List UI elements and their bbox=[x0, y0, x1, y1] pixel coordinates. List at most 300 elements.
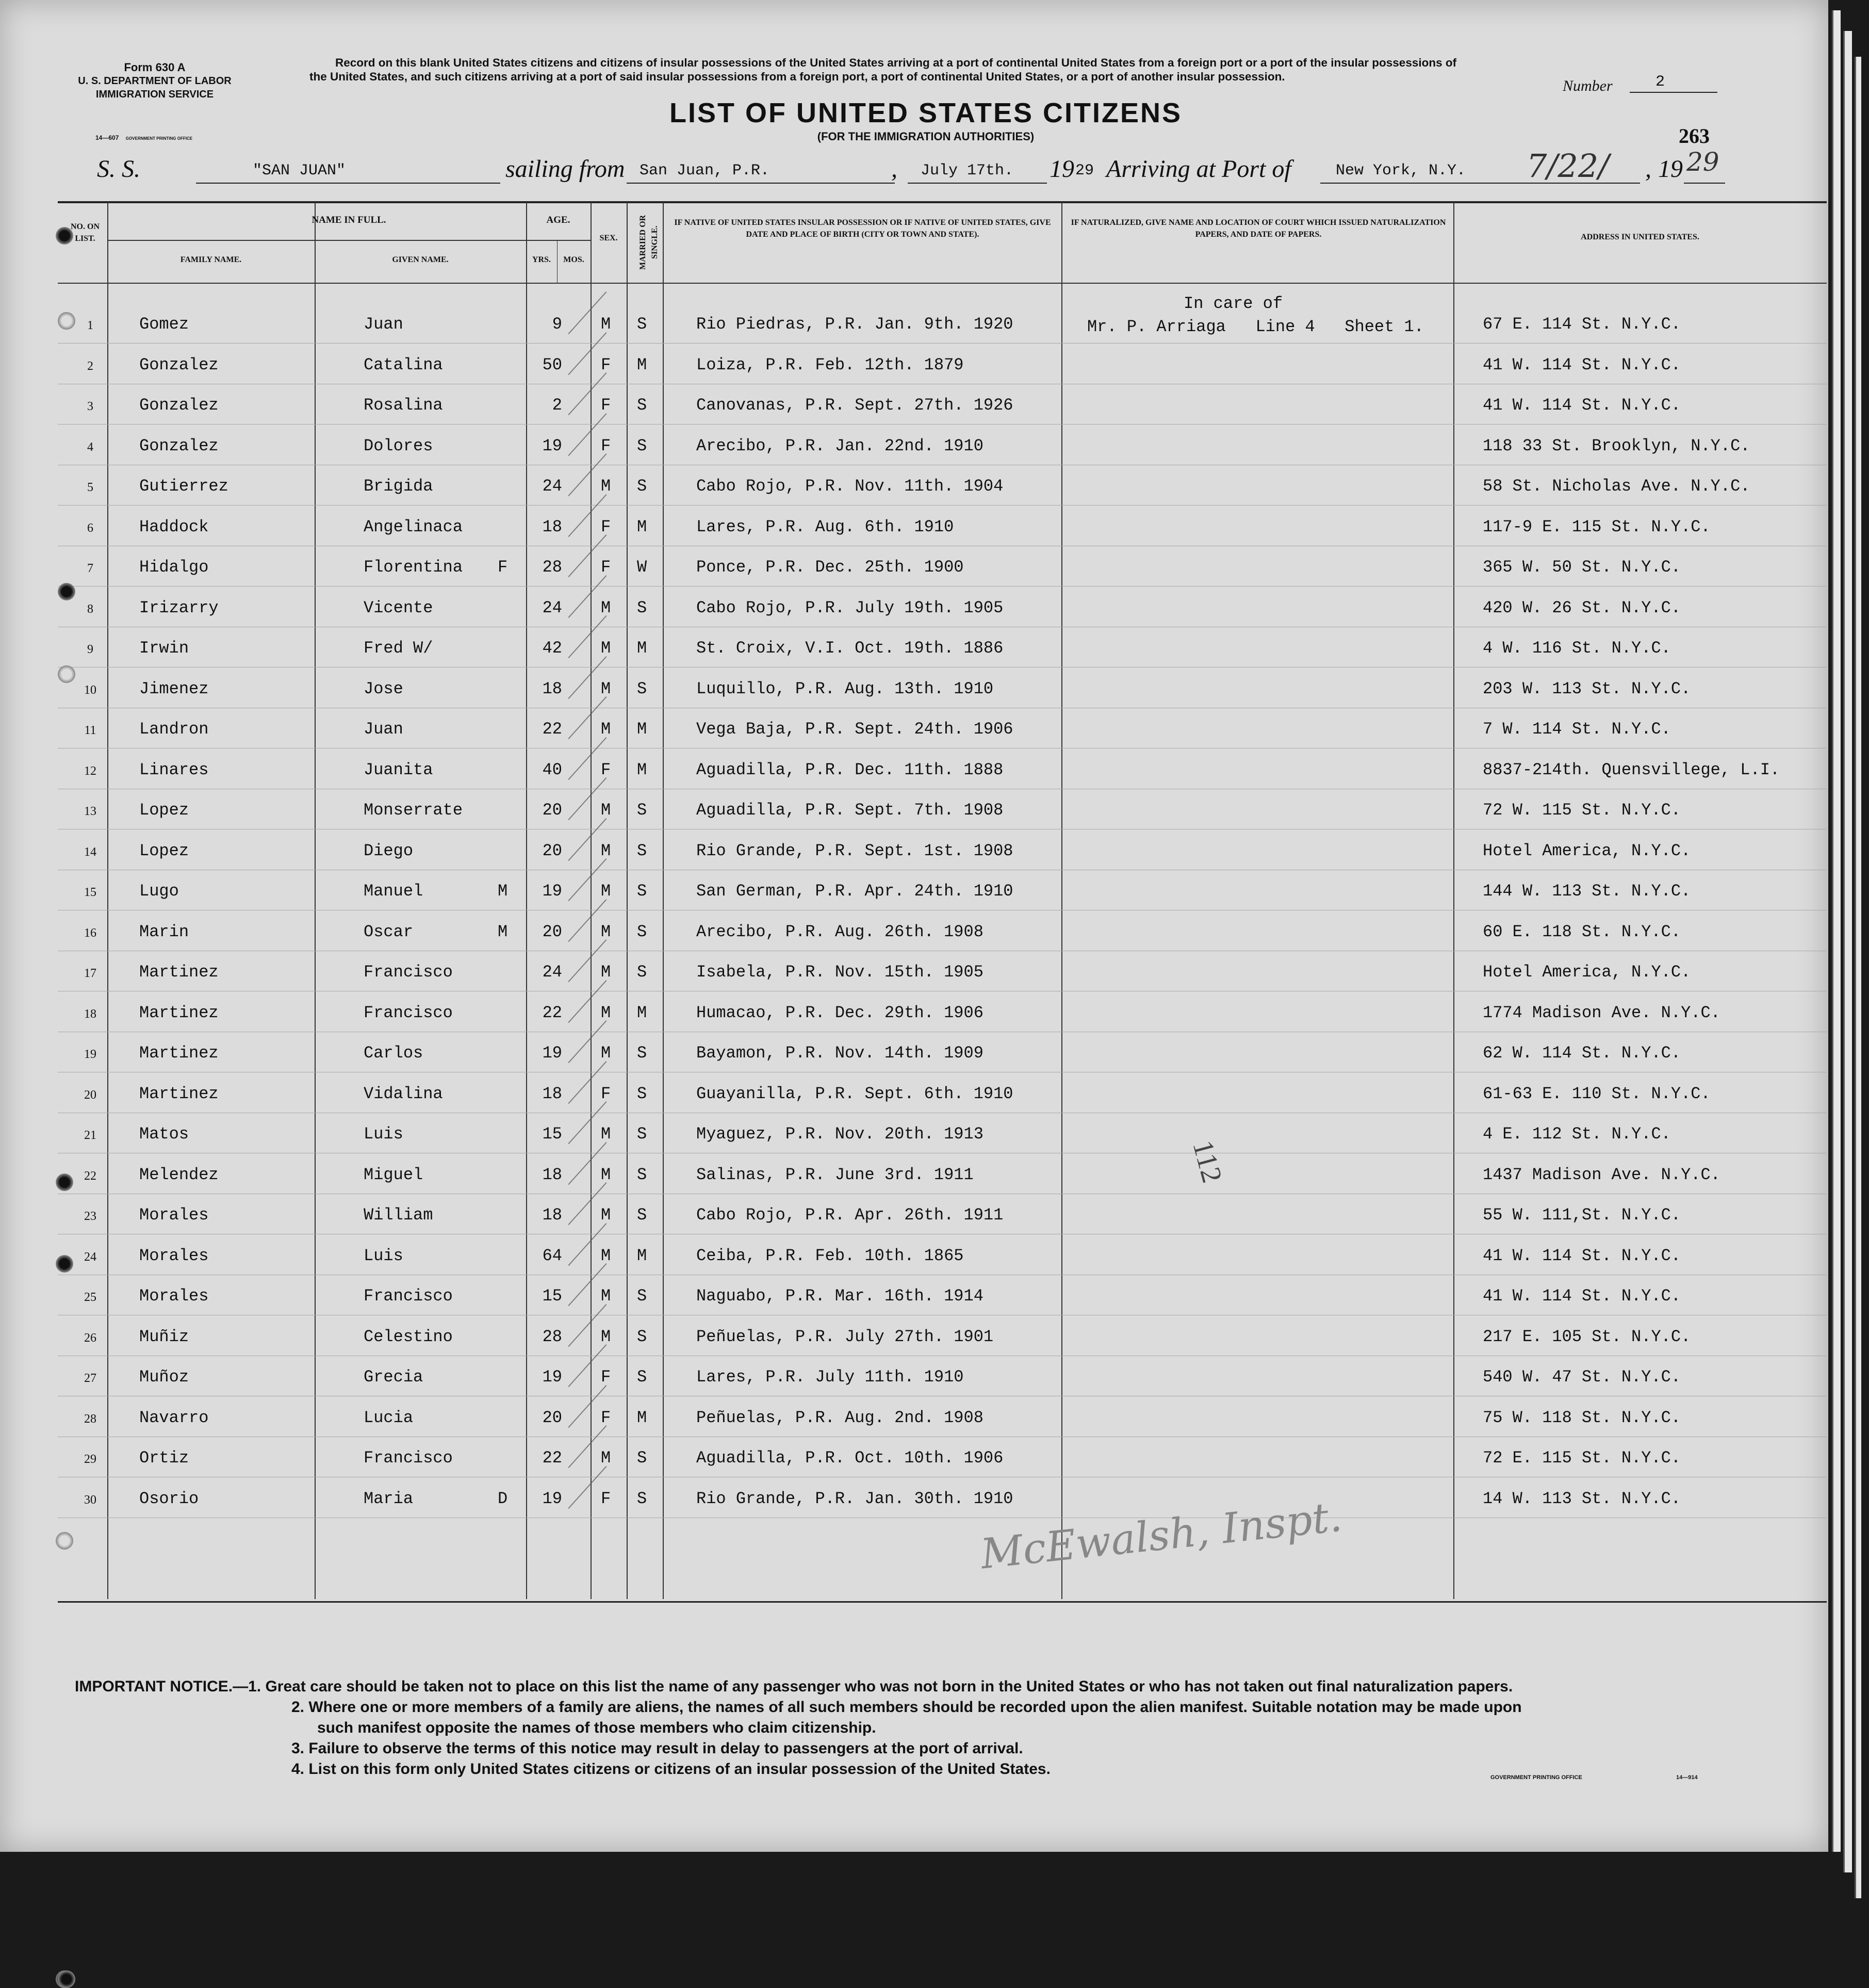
sex-cell: F bbox=[601, 396, 611, 415]
row-number: 25 bbox=[84, 1291, 96, 1304]
punch-hole bbox=[58, 312, 75, 330]
age-cell: 24 bbox=[542, 477, 562, 496]
date-underline bbox=[908, 183, 1047, 184]
age-cell: 2 bbox=[552, 396, 562, 415]
care-note-line1: In care of bbox=[1184, 294, 1283, 313]
marital-status-cell: S bbox=[637, 922, 647, 941]
notice-item-1: 1. Great care should be taken not to place on this list the name of any passenger who was not born in the United States or who has not taken out final naturalization papers. bbox=[248, 1678, 1513, 1695]
sex-cell: F bbox=[601, 1367, 611, 1387]
age-cell: 20 bbox=[542, 922, 562, 941]
address-cell: 72 E. 115 St. N.Y.C. bbox=[1483, 1448, 1681, 1468]
given-name-cell: Celestino bbox=[364, 1327, 453, 1346]
row-number: 18 bbox=[84, 1007, 96, 1021]
birth-place-date-cell: St. Croix, V.I. Oct. 19th. 1886 bbox=[696, 639, 1004, 658]
column-divider bbox=[526, 202, 527, 1599]
page-edge bbox=[1832, 10, 1841, 1852]
address-cell: 420 W. 26 St. N.Y.C. bbox=[1483, 598, 1681, 617]
page-subtitle: (FOR THE IMMIGRATION AUTHORITIES) bbox=[817, 130, 1035, 143]
row-rule bbox=[58, 424, 1827, 425]
sex-cell: F bbox=[601, 517, 611, 536]
header-age: AGE. bbox=[546, 215, 570, 225]
row-number: 6 bbox=[87, 521, 93, 535]
row-number: 7 bbox=[87, 562, 93, 575]
age-cell: 19 bbox=[542, 1044, 562, 1063]
sex-cell: F bbox=[601, 760, 611, 779]
marital-status-cell: S bbox=[637, 396, 647, 415]
address-cell: 1774 Madison Ave. N.Y.C. bbox=[1483, 1003, 1720, 1022]
marital-status-cell: M bbox=[637, 1408, 647, 1427]
given-name-cell: Francisco bbox=[364, 1448, 453, 1468]
marital-status-cell: M bbox=[637, 517, 647, 536]
sex-cell: M bbox=[601, 841, 611, 860]
sex-cell: M bbox=[601, 1327, 611, 1346]
sex-cell: M bbox=[601, 477, 611, 496]
page-edge bbox=[1843, 31, 1852, 1872]
family-name-cell: Osorio bbox=[139, 1489, 199, 1508]
address-cell: 203 W. 113 St. N.Y.C. bbox=[1483, 679, 1691, 698]
family-name-cell: Haddock bbox=[139, 517, 209, 536]
birth-place-date-cell: Luquillo, P.R. Aug. 13th. 1910 bbox=[696, 679, 994, 698]
from-port: San Juan, P.R. bbox=[640, 162, 770, 180]
column-divider bbox=[1061, 202, 1062, 1599]
row-number: 23 bbox=[84, 1210, 96, 1223]
row-number: 3 bbox=[87, 400, 93, 413]
notice-item-2b: such manifest opposite the names of those members who claim citizenship. bbox=[317, 1719, 876, 1736]
marital-status-cell: S bbox=[637, 1327, 647, 1346]
family-name-cell: Martinez bbox=[139, 1044, 219, 1063]
address-cell: 58 St. Nicholas Ave. N.Y.C. bbox=[1483, 477, 1750, 496]
row-number: 27 bbox=[84, 1372, 96, 1385]
sex-cell: M bbox=[601, 1003, 611, 1022]
marital-status-cell: S bbox=[637, 1044, 647, 1063]
address-cell: 217 E. 105 St. N.Y.C. bbox=[1483, 1327, 1691, 1346]
birth-place-date-cell: Ceiba, P.R. Feb. 10th. 1865 bbox=[696, 1246, 964, 1265]
sex-cell: M bbox=[601, 598, 611, 617]
family-name-cell: Hidalgo bbox=[139, 558, 209, 577]
age-cell: 64 bbox=[542, 1246, 562, 1265]
family-name-cell: Jimenez bbox=[139, 679, 209, 698]
family-name-cell: Matos bbox=[139, 1125, 189, 1144]
birth-place-date-cell: Isabela, P.R. Nov. 15th. 1905 bbox=[696, 963, 983, 982]
sex-marker-cell: D bbox=[498, 1489, 508, 1508]
marital-status-cell: S bbox=[637, 1286, 647, 1306]
family-name-cell: Ortiz bbox=[139, 1448, 189, 1468]
age-cell: 22 bbox=[542, 1448, 562, 1468]
family-name-cell: Morales bbox=[139, 1286, 209, 1306]
sex-cell: M bbox=[601, 922, 611, 941]
age-cell: 42 bbox=[542, 639, 562, 658]
sex-cell: M bbox=[601, 720, 611, 739]
ship-name: "SAN JUAN" bbox=[253, 162, 346, 180]
marital-status-cell: S bbox=[637, 477, 647, 496]
given-name-cell: Oscar bbox=[364, 922, 414, 941]
ss-label: S. S. bbox=[97, 155, 140, 183]
row-number: 28 bbox=[84, 1412, 96, 1426]
row-rule bbox=[58, 343, 1827, 344]
address-cell: 41 W. 114 St. N.Y.C. bbox=[1483, 1246, 1681, 1265]
punch-hole bbox=[56, 1174, 73, 1191]
birth-place-date-cell: San German, P.R. Apr. 24th. 1910 bbox=[696, 882, 1013, 901]
number-value: 2 bbox=[1655, 73, 1665, 91]
birth-place-date-cell: Salinas, P.R. June 3rd. 1911 bbox=[696, 1165, 974, 1184]
to-port: New York, N.Y. bbox=[1336, 162, 1466, 180]
punch-hole bbox=[56, 227, 73, 245]
given-name-cell: Luis bbox=[364, 1246, 403, 1265]
given-name-cell: Vicente bbox=[364, 598, 433, 617]
punch-hole bbox=[56, 1532, 73, 1550]
marital-status-cell: S bbox=[637, 1125, 647, 1144]
family-name-cell: Irwin bbox=[139, 639, 189, 658]
birth-place-date-cell: Lares, P.R. Aug. 6th. 1910 bbox=[696, 517, 954, 536]
given-name-cell: Carlos bbox=[364, 1044, 423, 1063]
birth-place-date-cell: Cabo Rojo, P.R. July 19th. 1905 bbox=[696, 598, 1004, 617]
birth-place-date-cell: Arecibo, P.R. Aug. 26th. 1908 bbox=[696, 922, 983, 941]
birth-place-date-cell: Cabo Rojo, P.R. Nov. 11th. 1904 bbox=[696, 477, 1004, 496]
given-name-cell: Juan bbox=[364, 720, 403, 739]
header-family-name: FAMILY NAME. bbox=[180, 255, 242, 264]
age-cell: 9 bbox=[552, 315, 562, 334]
number-label: Number bbox=[1563, 77, 1613, 94]
year-suffix: 29 bbox=[1075, 162, 1094, 180]
marital-status-cell: M bbox=[637, 760, 647, 779]
address-cell: 4 W. 116 St. N.Y.C. bbox=[1483, 639, 1671, 658]
age-cell: 28 bbox=[542, 1327, 562, 1346]
sailing-label: sailing from bbox=[505, 155, 625, 183]
sex-cell: M bbox=[601, 1125, 611, 1144]
family-name-cell: Gonzalez bbox=[139, 436, 219, 455]
given-name-cell: Maria bbox=[364, 1489, 414, 1508]
page-edge bbox=[1855, 57, 1861, 1898]
marital-status-cell: M bbox=[637, 355, 647, 374]
given-name-cell: Francisco bbox=[364, 963, 453, 982]
given-name-cell: Juanita bbox=[364, 760, 433, 779]
intro-text: Record on this blank United States citizens and citizens of insular possessions of the United States arriving at a port of continental United States from a foreign port or a port of the insular possessions of the United States, and such citizens arriving at a port of said insular possessions from a foreign port, a port of continental United States, or a port of another insular possession. bbox=[309, 56, 1457, 83]
age-cell: 18 bbox=[542, 1165, 562, 1184]
service-name: IMMIGRATION SERVICE bbox=[95, 89, 214, 100]
birth-place-date-cell: Aguadilla, P.R. Oct. 10th. 1906 bbox=[696, 1448, 1004, 1468]
birth-place-date-cell: Rio Grande, P.R. Sept. 1st. 1908 bbox=[696, 841, 1013, 860]
address-cell: 144 W. 113 St. N.Y.C. bbox=[1483, 882, 1691, 901]
given-name-cell: Florentina bbox=[364, 558, 463, 577]
row-number: 29 bbox=[84, 1453, 96, 1466]
marital-status-cell: S bbox=[637, 1448, 647, 1468]
given-name-cell: Miguel bbox=[364, 1165, 423, 1184]
address-cell: 61-63 E. 110 St. N.Y.C. bbox=[1483, 1084, 1711, 1103]
birth-place-date-cell: Loiza, P.R. Feb. 12th. 1879 bbox=[696, 355, 964, 374]
row-number: 2 bbox=[87, 359, 93, 373]
row-rule bbox=[58, 505, 1827, 506]
arriving-label: Arriving at Port of bbox=[1106, 155, 1291, 183]
notice-item-3: 3. Failure to observe the terms of this notice may result in delay to passengers at the port of arrival. bbox=[291, 1740, 1023, 1757]
header-sex: SEX. bbox=[599, 234, 618, 242]
address-cell: 55 W. 111,St. N.Y.C. bbox=[1483, 1205, 1681, 1225]
given-name-cell: Fred W/ bbox=[364, 639, 433, 658]
birth-place-date-cell: Naguabo, P.R. Mar. 16th. 1914 bbox=[696, 1286, 983, 1306]
column-divider bbox=[107, 202, 108, 1599]
marital-status-cell: W bbox=[637, 558, 647, 577]
marital-status-cell: S bbox=[637, 598, 647, 617]
sex-cell: M bbox=[601, 1165, 611, 1184]
notice-lead: IMPORTANT NOTICE.— bbox=[75, 1678, 249, 1695]
marital-status-cell: M bbox=[637, 720, 647, 739]
given-name-cell: Manuel bbox=[364, 882, 423, 901]
sex-cell: M bbox=[601, 639, 611, 658]
sex-marker-cell: M bbox=[498, 922, 508, 941]
marital-status-cell: S bbox=[637, 315, 647, 334]
address-cell: 7 W. 114 St. N.Y.C. bbox=[1483, 720, 1671, 739]
column-divider bbox=[591, 202, 592, 1599]
sailing-date: July 17th. bbox=[921, 162, 1014, 180]
sex-cell: M bbox=[601, 1246, 611, 1265]
arrival-year-prefix: 19 bbox=[1658, 155, 1683, 183]
row-number: 16 bbox=[84, 926, 96, 940]
sex-cell: M bbox=[601, 679, 611, 698]
birth-place-date-cell: Arecibo, P.R. Jan. 22nd. 1910 bbox=[696, 436, 983, 455]
address-cell: 72 W. 115 St. N.Y.C. bbox=[1483, 801, 1681, 820]
age-cell: 20 bbox=[542, 1408, 562, 1427]
given-name-cell: William bbox=[364, 1205, 433, 1225]
row-number: 5 bbox=[87, 481, 93, 494]
arrival-year-handwritten: 29 bbox=[1686, 147, 1719, 177]
header-native-birth: IF NATIVE OF UNITED STATES INSULAR POSSESSION OR IF NATIVE OF UNITED STATES, GIVE DATE AND PLACE OF BIRTH (CITY OR TOWN AND STATE). bbox=[674, 218, 1051, 239]
address-cell: 8837-214th. Quensvillege, L.I. bbox=[1483, 760, 1780, 779]
row-number: 11 bbox=[84, 724, 96, 737]
header-naturalized: IF NATURALIZED, GIVE NAME AND LOCATION OF COURT WHICH ISSUED NATURALIZATION PAPERS, AND DATE OF PAPERS. bbox=[1071, 218, 1446, 239]
row-number: 26 bbox=[84, 1331, 96, 1345]
birth-place-date-cell: Lares, P.R. July 11th. 1910 bbox=[696, 1367, 964, 1387]
given-name-cell: Rosalina bbox=[364, 396, 443, 415]
row-number: 15 bbox=[84, 886, 96, 899]
family-name-cell: Gutierrez bbox=[139, 477, 228, 496]
marital-status-cell: M bbox=[637, 1246, 647, 1265]
family-name-cell: Gomez bbox=[139, 315, 189, 334]
given-name-cell: Catalina bbox=[364, 355, 443, 374]
sex-cell: M bbox=[601, 1448, 611, 1468]
family-name-cell: Melendez bbox=[139, 1165, 219, 1184]
sex-cell: M bbox=[601, 1205, 611, 1225]
given-name-cell: Francisco bbox=[364, 1003, 453, 1022]
column-divider bbox=[1453, 202, 1454, 1599]
row-number: 10 bbox=[84, 683, 96, 697]
header-given-name: GIVEN NAME. bbox=[392, 255, 449, 264]
address-cell: 41 W. 114 St. N.Y.C. bbox=[1483, 1286, 1681, 1306]
sex-cell: M bbox=[601, 1044, 611, 1063]
print-code: 14—607 GOVERNMENT PRINTING OFFICE bbox=[95, 134, 193, 141]
arrival-date-handwritten: 7/22/ bbox=[1527, 147, 1610, 185]
family-name-cell: Morales bbox=[139, 1246, 209, 1265]
sex-cell: F bbox=[601, 436, 611, 455]
family-name-cell: Muñiz bbox=[139, 1327, 189, 1346]
row-number: 22 bbox=[84, 1169, 96, 1183]
header-divider bbox=[58, 283, 1827, 284]
address-cell: Hotel America, N.Y.C. bbox=[1483, 841, 1691, 860]
row-number: 13 bbox=[84, 805, 96, 818]
row-number: 20 bbox=[84, 1088, 96, 1102]
header-mos: MOS. bbox=[563, 255, 584, 264]
comma: , bbox=[891, 155, 897, 183]
address-cell: 4 E. 112 St. N.Y.C. bbox=[1483, 1125, 1671, 1144]
given-name-cell: Francisco bbox=[364, 1286, 453, 1306]
given-name-cell: Lucia bbox=[364, 1408, 414, 1427]
header-married: MARRIED OR SINGLE. bbox=[638, 215, 659, 270]
age-cell: 24 bbox=[542, 598, 562, 617]
form-identification bbox=[62, 61, 248, 101]
row-number: 4 bbox=[87, 440, 93, 454]
given-name-cell: Luis bbox=[364, 1125, 403, 1144]
given-name-cell: Jose bbox=[364, 679, 403, 698]
row-number: 30 bbox=[84, 1493, 96, 1507]
marital-status-cell: M bbox=[637, 1003, 647, 1022]
punch-hole bbox=[58, 1970, 75, 1988]
address-cell: 60 E. 118 St. N.Y.C. bbox=[1483, 922, 1681, 941]
sex-cell: M bbox=[601, 963, 611, 982]
address-cell: 1437 Madison Ave. N.Y.C. bbox=[1483, 1165, 1720, 1184]
age-cell: 18 bbox=[542, 517, 562, 536]
family-name-cell: Martinez bbox=[139, 1003, 219, 1022]
age-cell: 50 bbox=[542, 355, 562, 374]
column-divider bbox=[663, 202, 664, 1599]
marital-status-cell: S bbox=[637, 1367, 647, 1387]
marital-status-cell: S bbox=[637, 801, 647, 820]
birth-place-date-cell: Ponce, P.R. Dec. 25th. 1900 bbox=[696, 558, 964, 577]
marital-status-cell: S bbox=[637, 841, 647, 860]
ship-underline bbox=[196, 183, 500, 184]
row-number: 21 bbox=[84, 1129, 96, 1142]
address-cell: 41 W. 114 St. N.Y.C. bbox=[1483, 396, 1681, 415]
sex-cell: F bbox=[601, 1084, 611, 1103]
family-name-cell: Muñoz bbox=[139, 1367, 189, 1387]
arrival-comma: , bbox=[1645, 155, 1651, 183]
family-name-cell: Martinez bbox=[139, 1084, 219, 1103]
column-divider bbox=[315, 202, 316, 1599]
marital-status-cell: S bbox=[637, 1165, 647, 1184]
birth-place-date-cell: Myaguez, P.R. Nov. 20th. 1913 bbox=[696, 1125, 983, 1144]
header-address: ADDRESS IN UNITED STATES. bbox=[1581, 233, 1699, 241]
age-cell: 22 bbox=[542, 720, 562, 739]
marital-status-cell: S bbox=[637, 679, 647, 698]
address-cell: 365 W. 50 St. N.Y.C. bbox=[1483, 558, 1681, 577]
given-name-cell: Juan bbox=[364, 315, 403, 334]
from-underline bbox=[627, 183, 895, 184]
marital-status-cell: S bbox=[637, 1084, 647, 1103]
family-name-cell: Lugo bbox=[139, 882, 179, 901]
address-cell: 41 W. 114 St. N.Y.C. bbox=[1483, 355, 1681, 374]
family-name-cell: Martinez bbox=[139, 963, 219, 982]
number-underline bbox=[1630, 92, 1717, 93]
page-number: 263 bbox=[1679, 124, 1710, 148]
birth-place-date-cell: Vega Baja, P.R. Sept. 24th. 1906 bbox=[696, 720, 1013, 739]
address-cell: 118 33 St. Brooklyn, N.Y.C. bbox=[1483, 436, 1750, 455]
marital-status-cell: S bbox=[637, 436, 647, 455]
age-cell: 15 bbox=[542, 1286, 562, 1306]
row-number: 24 bbox=[84, 1250, 96, 1264]
age-cell: 18 bbox=[542, 1084, 562, 1103]
marital-status-cell: S bbox=[637, 1489, 647, 1508]
birth-place-date-cell: Rio Piedras, P.R. Jan. 9th. 1920 bbox=[696, 315, 1013, 334]
family-name-cell: Marin bbox=[139, 922, 189, 941]
birth-place-date-cell: Cabo Rojo, P.R. Apr. 26th. 1911 bbox=[696, 1205, 1004, 1225]
header-yrs: YRS. bbox=[532, 255, 551, 264]
family-name-cell: Landron bbox=[139, 720, 209, 739]
sex-marker-cell: F bbox=[498, 558, 508, 577]
birth-place-date-cell: Peñuelas, P.R. Aug. 2nd. 1908 bbox=[696, 1408, 983, 1427]
address-cell: 62 W. 114 St. N.Y.C. bbox=[1483, 1044, 1681, 1063]
given-name-cell: Grecia bbox=[364, 1367, 423, 1387]
age-cell: 15 bbox=[542, 1125, 562, 1144]
age-cell: 28 bbox=[542, 558, 562, 577]
row-number: 8 bbox=[87, 602, 93, 616]
important-notice bbox=[75, 1676, 1741, 1780]
marital-status-cell: M bbox=[637, 639, 647, 658]
birth-place-date-cell: Aguadilla, P.R. Dec. 11th. 1888 bbox=[696, 760, 1004, 779]
age-cell: 19 bbox=[542, 1489, 562, 1508]
marital-status-cell: S bbox=[637, 882, 647, 901]
family-name-cell: Lopez bbox=[139, 841, 189, 860]
row-number: 12 bbox=[84, 764, 96, 778]
family-name-cell: Linares bbox=[139, 760, 209, 779]
sex-cell: M bbox=[601, 801, 611, 820]
notice-item-2a: 2. Where one or more members of a family are aliens, the names of all such members should be recorded upon the alien manifest. Suitable notation may be made upon bbox=[291, 1699, 1522, 1716]
family-name-cell: Lopez bbox=[139, 801, 189, 820]
given-name-cell: Angelinaca bbox=[364, 517, 463, 536]
age-cell: 19 bbox=[542, 436, 562, 455]
row-number: 9 bbox=[87, 643, 93, 656]
year-prefix: 19 bbox=[1050, 155, 1074, 183]
header-name-in-full: NAME IN FULL. bbox=[312, 215, 386, 225]
header-divider bbox=[107, 240, 591, 241]
address-cell: 67 E. 114 St. N.Y.C. bbox=[1483, 315, 1681, 334]
age-cell: 18 bbox=[542, 1205, 562, 1225]
row-number: 14 bbox=[84, 845, 96, 859]
punch-hole bbox=[58, 583, 75, 600]
department-name: U. S. DEPARTMENT OF LABOR bbox=[78, 75, 232, 87]
punch-hole bbox=[58, 665, 75, 683]
marital-status-cell: S bbox=[637, 963, 647, 982]
birth-place-date-cell: Rio Grande, P.R. Jan. 30th. 1910 bbox=[696, 1489, 1013, 1508]
header-no-on-list: NO. ON LIST. bbox=[71, 222, 100, 243]
age-cell: 20 bbox=[542, 841, 562, 860]
sex-cell: F bbox=[601, 1489, 611, 1508]
punch-hole bbox=[56, 1255, 73, 1273]
sex-cell: M bbox=[601, 1286, 611, 1306]
given-name-cell: Vidalina bbox=[364, 1084, 443, 1103]
arrival-year-underline bbox=[1684, 183, 1725, 184]
sex-cell: F bbox=[601, 1408, 611, 1427]
address-cell: 540 W. 47 St. N.Y.C. bbox=[1483, 1367, 1681, 1387]
sex-marker-cell: M bbox=[498, 882, 508, 901]
family-name-cell: Gonzalez bbox=[139, 355, 219, 374]
family-name-cell: Morales bbox=[139, 1205, 209, 1225]
age-cell: 24 bbox=[542, 963, 562, 982]
form-number: Form 630 A bbox=[124, 61, 186, 74]
given-name-cell: Monserrate bbox=[364, 801, 463, 820]
age-cell: 40 bbox=[542, 760, 562, 779]
footer-code: 14—914 bbox=[1676, 1774, 1698, 1781]
given-name-cell: Dolores bbox=[364, 436, 433, 455]
sex-cell: F bbox=[601, 355, 611, 374]
age-cell: 18 bbox=[542, 679, 562, 698]
notice-item-4: 4. List on this form only United States citizens or citizens of an insular possession of the United States. bbox=[291, 1761, 1051, 1778]
family-name-cell: Gonzalez bbox=[139, 396, 219, 415]
address-cell: 117-9 E. 115 St. N.Y.C. bbox=[1483, 517, 1711, 536]
birth-place-date-cell: Humacao, P.R. Dec. 29th. 1906 bbox=[696, 1003, 983, 1022]
birth-place-date-cell: Aguadilla, P.R. Sept. 7th. 1908 bbox=[696, 801, 1004, 820]
footer-gpo: GOVERNMENT PRINTING OFFICE bbox=[1490, 1774, 1582, 1781]
age-cell: 19 bbox=[542, 882, 562, 901]
address-cell: 75 W. 118 St. N.Y.C. bbox=[1483, 1408, 1681, 1427]
family-name-cell: Navarro bbox=[139, 1408, 209, 1427]
address-cell: 14 W. 113 St. N.Y.C. bbox=[1483, 1489, 1681, 1508]
